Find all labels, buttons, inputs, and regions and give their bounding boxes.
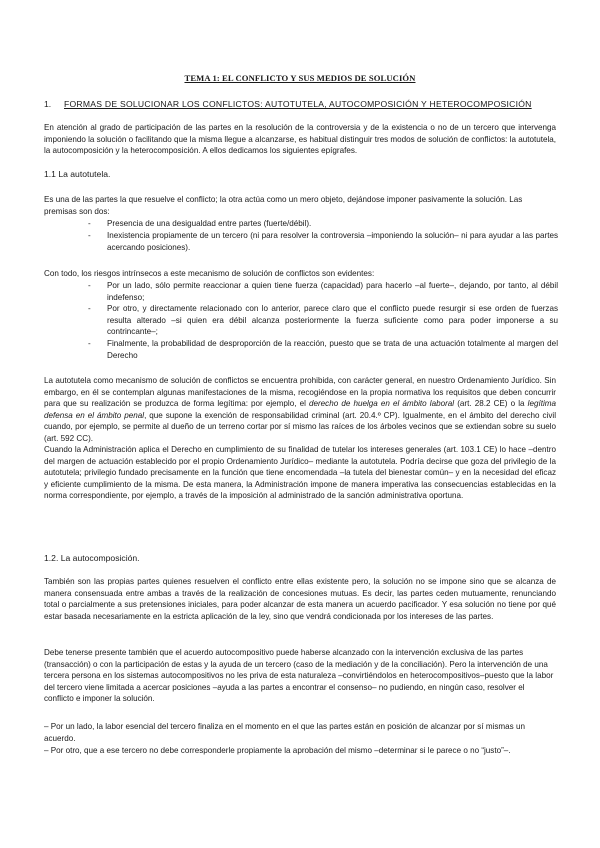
prohibida-text-e: , que supone la exención de responsabilidad criminal (art. 20.4.º CP). Igualmente, en el ámbito del derecho civil cuando, por ejemplo, se permite al dueño de un terreno cortar por sí mismo las raíces de los árboles vecinos que se extiendan sobre su suelo (art. 592 CC). bbox=[44, 410, 556, 443]
prohibida-text-a: La autotutela como mecanismo de solución de conflictos se encuentra prohibida, con carácter general, en nuestro Ordenamiento Jurídico. Sin embargo, en él se contemplan algunas manifestaciones de la misma, recogiéndose en la propia normativa los requisitos que deben concurrir para que su realización se produzca de forma legítima: por ejemplo, el bbox=[44, 376, 556, 409]
dash-mark: - bbox=[88, 339, 91, 348]
riesgo-text: Por un lado, sólo permite reaccionar a quien tiene fuerza (capacidad) para hacerlo –al fuerte–, dejando, por tanto, al débil indefenso; bbox=[107, 281, 558, 302]
dash-mark: - bbox=[88, 281, 91, 290]
riesgos-paragraph: Con todo, los riesgos intrínsecos a este mecanismo de solución de conflictos son evidentes: bbox=[44, 269, 375, 278]
premisa-item bbox=[88, 218, 558, 230]
prohibida-defensa: legítima defensa en el ámbito penal bbox=[44, 399, 556, 420]
subheading-autocomposicion: 1.2. La autocomposición. bbox=[44, 553, 140, 563]
riesgo-item bbox=[88, 280, 558, 303]
prohibida-paragraph bbox=[44, 375, 556, 445]
administracion-paragraph: Cuando la Administración aplica el Derecho en cumplimiento de su finalidad de tutelar los intereses generales (art. 103.1 CE) lo hace –dentro del margen de actuación establecido por el propio Ordenamiento Jurídico– mediante la autotutela. Podría decirse que goza del privilegio de la autotutela; privilegio fundado precisamente en la función que tiene encomendada –la tutela del bienestar común– y en la necesidad del eficaz y eficiente cumplimiento de la misma. De esta manera, la Administración impone de manera imperativa las consecuencias establecidas en la norma correspondiente, por ejemplo, a través de la imposición al administrado de la sanción administrativa oportuna. bbox=[44, 445, 556, 501]
riesgo-item bbox=[88, 303, 558, 338]
dash-mark: - bbox=[88, 304, 91, 313]
section-heading bbox=[44, 99, 532, 109]
tercero-paragraph: Debe tenerse presente también que el acuerdo autocompositivo puede haberse alcanzado con la intervención exclusiva de las partes (transacción) o con la participación de estas y la ayuda de un tercero (caso de la mediación y de la conciliación). Pero la intervención de una tercera persona en los sistemas autocompositivos no les priva de esta naturaleza –convirtiéndolos en heterocompositivos–puesto que la labor del tercero viene limitada a acercar posiciones –ayuda a las partes a encontrar el consenso– no pudiendo, en ningún caso, resolver el conflicto e imponer la solución. bbox=[44, 648, 554, 704]
prohibida-huelga: derecho de huelga en el ámbito laboral bbox=[308, 399, 455, 409]
section-title: FORMAS DE SOLUCIONAR LOS CONFLICTOS: AUTOTUTELA, AUTOCOMPOSICIÓN Y HETEROCOMPOSICIÓN bbox=[64, 99, 532, 109]
guion-paragraph-1: – Por un lado, la labor esencial del tercero finaliza en el momento en el que las partes están en posición de alcanzar por sí mismas un acuerdo. bbox=[44, 722, 525, 743]
guion-paragraph-2: – Por otro, que a ese tercero no debe corresponderle propiamente la aprobación del mismo –determinar si le parece o no “justo”–. bbox=[44, 746, 511, 755]
riesgo-item bbox=[88, 338, 558, 361]
premisa-text: Inexistencia propiamente de un tercero (ni para resolver la controversia –imponiendo la solución– ni para ayudar a las partes acercando posiciones). bbox=[107, 231, 558, 252]
intro-paragraph: En atención al grado de participación de las partes en la resolución de la controversia y de la existencia o no de un tercero que intervenga imponiendo la solución o facilitando que la misma llegue a alcanzarse, es habitual distinguir tres modos de solución de conflictos: la autotutela, la autocomposición y la heterocomposición. A ellos dedicamos los siguientes epígrafes. bbox=[44, 123, 557, 156]
prohibida-text-c: (art. 28.2 CE) o la bbox=[454, 399, 528, 409]
autotutela-paragraph: Es una de las partes la que resuelve el conflicto; la otra actúa como un mero objeto, dejándose imponer pasivamente la solución. Las premisas son dos: bbox=[44, 195, 523, 216]
dash-mark: - bbox=[88, 231, 91, 240]
dash-mark: - bbox=[88, 219, 91, 228]
section-number: 1. bbox=[44, 99, 52, 109]
riesgo-text: Finalmente, la probabilidad de desproporción de la reacción, puesto que se trata de una actuación totalmente al margen del Derecho bbox=[107, 339, 558, 360]
riesgo-text: Por otro, y directamente relacionado con lo anterior, parece claro que el conflicto puede resurgir si ese orden de fuerzas resulta alterado –si quien era débil alcanza posteriormente la fuerza suficiente como para poder imponerse a su contrincante–; bbox=[107, 304, 558, 337]
autocomposicion-paragraph: También son las propias partes quienes resuelven el conflicto entre ellas existente pero, la solución no se impone sino que se alcanza de manera consensuada entre ambas a través de la realización de concesiones mutuas. Es decir, las partes ceden mutuamente, renunciando total o parcialmente a sus pretensiones iniciales, para poder alcanzar de esta manera un acuerdo pacificador. Y esa solución no tiene por qué estar basada necesariamente en la estricta aplicación de la ley, sino que vendrá condicionada por los intereses de las partes. bbox=[44, 577, 556, 621]
premisa-text: Presencia de una desigualdad entre partes (fuerte/débil). bbox=[107, 219, 312, 228]
document-title: TEMA 1: EL CONFLICTO Y SUS MEDIOS DE SOLUCIÓN bbox=[184, 73, 416, 83]
premisa-item bbox=[88, 230, 558, 253]
subheading-autotutela: 1.1 La autotutela. bbox=[44, 169, 111, 179]
